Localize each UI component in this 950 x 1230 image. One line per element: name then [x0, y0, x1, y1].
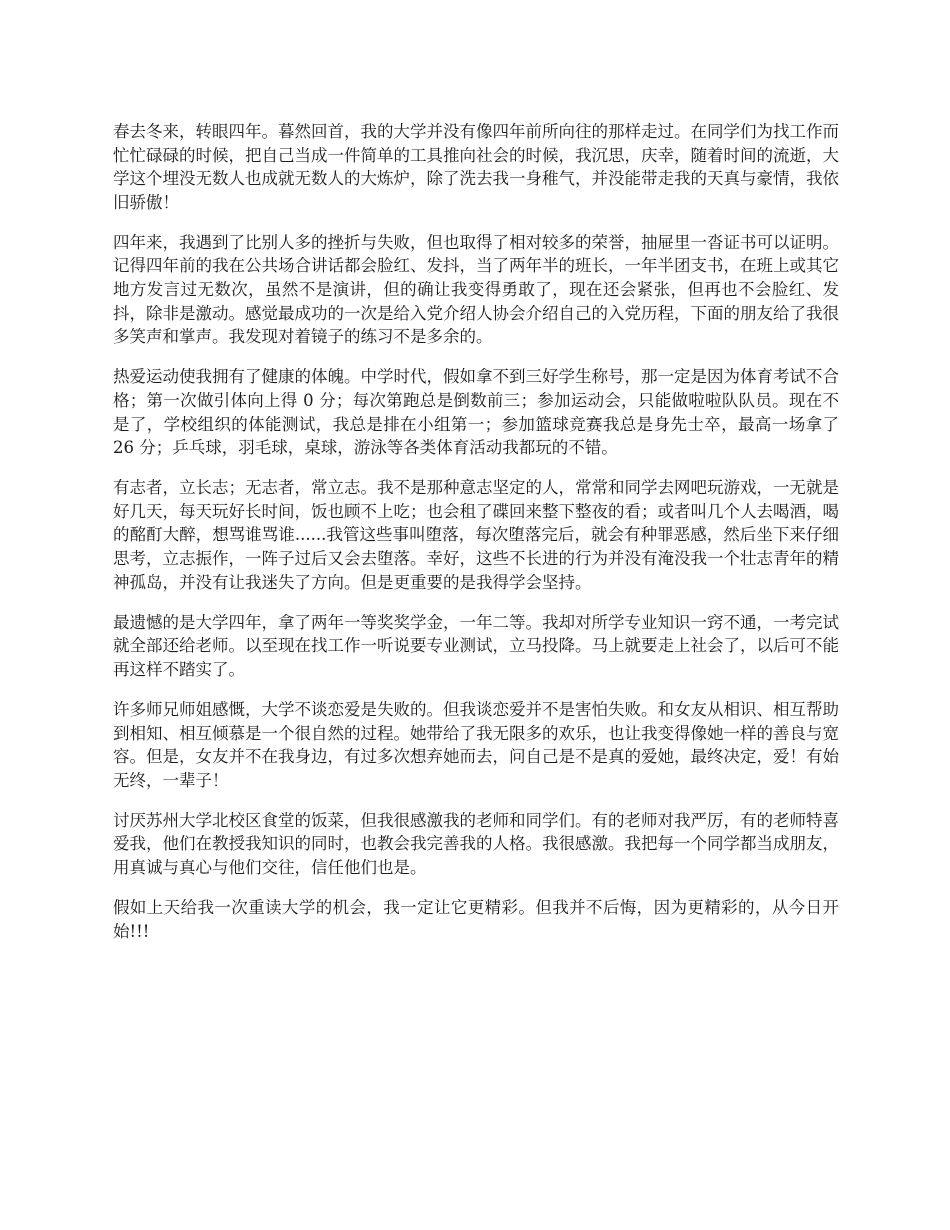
paragraph-6: 许多师兄师姐感慨，大学不谈恋爱是失败的。但我谈恋爱并不是害怕失败。和女友从相识、相互帮助到相知、相互倾慕是一个很自然的过程。她带给了我无限多的欢乐，也让我变得像她一样的善良与宽容。但是，女友并不在我身边，有过多次想弃她而去，问自己是不是真的爱她，最终决定，爱！有始无终，一辈子！	[113, 699, 839, 790]
paragraph-4: 有志者，立长志；无志者，常立志。我不是那种意志坚定的人，常常和同学去网吧玩游戏，一无就是好几天，每天玩好长时间，饭也顾不上吃；也会租了碟回来整下整夜的看；或者叫几个人去喝酒，喝的酩酊大醉，想骂谁骂谁......我管这些事叫堕落，每次堕落完后，就会有种罪恶感，然后坐下来仔细思考，立志振作，一阵子过后又会去堕落。幸好，这些不长进的行为并没有淹没我一个壮志青年的精神孤岛，并没有让我迷失了方向。但是更重要的是我得学会坚持。	[113, 478, 839, 592]
paragraph-7: 讨厌苏州大学北校区食堂的饭菜，但我很感激我的老师和同学们。有的老师对我严厉，有的老师特喜爱我，他们在教授我知识的同时，也教会我完善我的人格。我很感激。我把每一个同学都当成朋友，用真诚与真心与他们交往，信任他们也是。	[113, 810, 839, 878]
paragraph-3: 热爱运动使我拥有了健康的体魄。中学时代，假如拿不到三好学生称号，那一定是因为体育考试不合格；第一次做引体向上得 0 分；每次第跑总是倒数前三；参加运动会，只能做啦啦队队员。现在不是了，学校组织的体能测试，我总是排在小组第一；参加篮球竞赛我总是身先士卒，最高一场拿了 26 分；乒乓球，羽毛球，桌球，游泳等各类体育活动我都玩的不错。	[113, 367, 839, 458]
paragraph-1: 春去冬来，转眼四年。暮然回首，我的大学并没有像四年前所向往的那样走过。在同学们为找工作而忙忙碌碌的时候，把自己当成一件简单的工具推向社会的时候，我沉思，庆幸，随着时间的流逝，大学这个埋没无数人也成就无数人的大炼炉，除了洗去我一身稚气，并没能带走我的天真与豪情，我依旧骄傲！	[113, 122, 839, 212]
paragraph-8: 假如上天给我一次重读大学的机会，我一定让它更精彩。但我并不后悔，因为更精彩的，从今日开始!!!	[113, 898, 839, 941]
paragraph-2: 四年来，我遇到了比别人多的挫折与失败，但也取得了相对较多的荣誉，抽屉里一沓证书可以证明。记得四年前的我在公共场合讲话都会脸红、发抖，当了两年半的班长，一年半团支书，在班上或其它地方发言过无数次，虽然不是演讲，但的确让我变得勇敢了，现在还会紧张，但再也不会脸红、发抖，除非是激动。感觉最成功的一次是给入党介绍人协会介绍自己的入党历程，下面的朋友给了我很多笑声和掌声。我发现对着镜子的练习不是多余的。	[113, 232, 839, 347]
document-body	[113, 120, 839, 960]
paragraph-5: 最遗憾的是大学四年，拿了两年一等奖奖学金，一年二等。我却对所学专业知识一窍不通，一考完试就全部还给老师。以至现在找工作一听说要专业测试，立马投降。马上就要走上社会了，以后可不能再这样不踏实了。	[113, 612, 839, 679]
